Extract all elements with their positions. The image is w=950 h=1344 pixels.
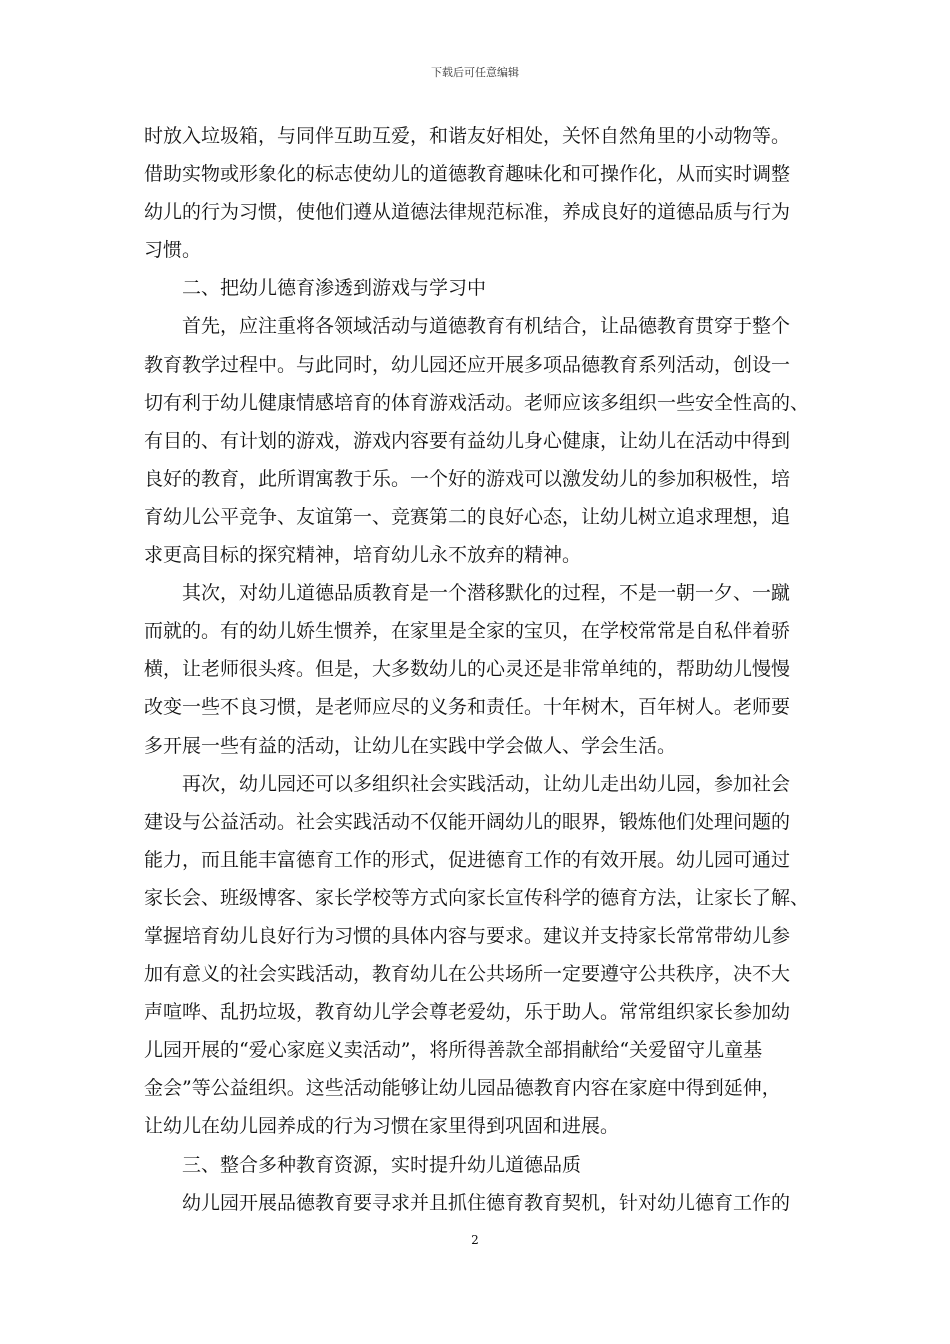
paragraph-line: 其次，对幼儿道德品质教育是一个潜移默化的过程，不是一朝一夕、一蹴 <box>182 582 791 605</box>
paragraph-line: 多开展一些有益的活动，让幼儿在实践中学会做人、学会生活。 <box>144 734 677 757</box>
paragraph-line: 让幼儿在幼儿园养成的行为习惯在家里得到巩固和进展。 <box>144 1115 620 1138</box>
paragraph-line: 良好的教育，此所谓寓教于乐。一个好的游戏可以激发幼儿的参加积极性，培 <box>144 467 791 490</box>
paragraph-line: 声喧哗、乱扔垃圾，教育幼儿学会尊老爱幼，乐于助人。常常组织家长参加幼 <box>144 1001 791 1024</box>
paragraph-line: 加有意义的社会实践活动，教育幼儿在公共场所一定要遵守公共秩序，决不大 <box>144 963 791 986</box>
paragraph-line: 儿园开展的“爱心家庭义卖活动”，将所得善款全部捐献给“关爱留守儿童基 <box>144 1039 763 1062</box>
paragraph-line: 借助实物或形象化的标志使幼儿的道德教育趣味化和可操作化，从而实时调整 <box>144 163 791 186</box>
paragraph-line: 首先，应注重将各领域活动与道德教育有机结合，让品德教育贯穿于整个 <box>182 315 791 338</box>
paragraph-line: 求更高目标的探究精神，培育幼儿永不放弃的精神。 <box>144 544 582 567</box>
paragraph-line: 而就的。有的幼儿娇生惯养，在家里是全家的宝贝，在学校常常是自私伴着骄 <box>144 620 791 643</box>
section-heading: 二、把幼儿德育渗透到游戏与学习中 <box>182 277 487 300</box>
section-heading: 三、整合多种教育资源，实时提升幼儿道德品质 <box>182 1153 582 1176</box>
paragraph-line: 家长会、班级博客、家长学校等方式向家长宣传科学的德育方法，让家长了解、 <box>144 886 810 909</box>
paragraph-line: 时放入垃圾箱，与同伴互助互爱，和谐友好相处，关怀自然角里的小动物等。 <box>144 125 791 147</box>
paragraph-line: 幼儿园开展品德教育要寻求并且抓住德育教育契机，针对幼儿德育工作的 <box>182 1191 791 1214</box>
paragraph-line: 金会”等公益组织。这些活动能够让幼儿园品德教育内容在家庭中得到延伸， <box>144 1077 781 1100</box>
paragraph-line: 育幼儿公平竞争、友谊第一、竞赛第二的良好心态，让幼儿树立追求理想，追 <box>144 505 791 528</box>
paragraph-line: 幼儿的行为习惯，使他们遵从道德法律规范标准，养成良好的道德品质与行为 <box>144 201 791 224</box>
paragraph-line: 改变一些不良习惯，是老师应尽的义务和责任。十年树木，百年树人。老师要 <box>144 696 791 719</box>
paragraph-line: 习惯。 <box>144 239 202 262</box>
paragraph-line: 掌握培育幼儿良好行为习惯的具体内容与要求。建议并支持家长常常带幼儿参 <box>144 924 791 947</box>
document-body <box>144 117 814 1222</box>
paragraph-line: 再次，幼儿园还可以多组织社会实践活动，让幼儿走出幼儿园，参加社会 <box>182 772 791 795</box>
paragraph-line: 横，让老师很头疼。但是，大多数幼儿的心灵还是非常单纯的，帮助幼儿慢慢 <box>144 658 791 681</box>
paragraph-line: 能力，而且能丰富德育工作的形式，促进德育工作的有效开展。幼儿园可通过 <box>144 848 791 871</box>
paragraph-line: 建设与公益活动。社会实践活动不仅能开阔幼儿的眼界，锻炼他们处理问题的 <box>144 810 791 833</box>
paragraph-line: 教育教学过程中。与此同时，幼儿园还应开展多项品德教育系列活动，创设一 <box>144 353 791 376</box>
page-number: 2 <box>471 1233 479 1247</box>
paragraph-line: 有目的、有计划的游戏，游戏内容要有益幼儿身心健康，让幼儿在活动中得到 <box>144 429 791 452</box>
paragraph-line: 切有利于幼儿健康情感培育的体育游戏活动。老师应该多组织一些安全性高的、 <box>144 391 810 414</box>
page-header: 下载后可任意编辑 <box>431 66 519 79</box>
